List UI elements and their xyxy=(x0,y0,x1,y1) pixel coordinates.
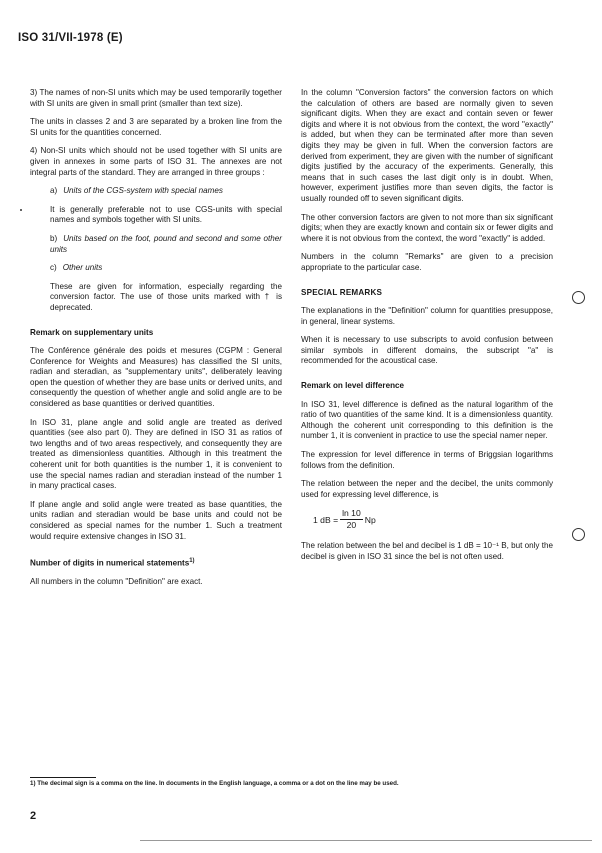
fraction-denominator: 20 xyxy=(346,520,357,531)
heading-text: Number of digits in numerical statements xyxy=(30,558,190,568)
punch-hole-icon xyxy=(572,291,585,304)
paragraph: These are given for information, especially regarding the conversion factor. The use of those units marked with † is deprecated. xyxy=(50,281,282,312)
paragraph: 3) The names of non-SI units which may be used temporarily together with SI units are given in small print (smaller than text size). xyxy=(30,88,282,108)
list-title: Units of the CGS-system with special names xyxy=(63,186,223,196)
paragraph: In the column "Conversion factors" the conversion factors on which the calculation of others are based are normally given to seven significant digits. When they are exact and contain seven or fewer digits and where it is not obvious from the context, the word "exactly" is added, but when they can be terminated after more than seven digits they may be given in full. When the conversion factors are derived from experiment, they are given with the number of significant digits justified by the accuracy of the experiments. Generally, this means that in such cases the last digit only is in doubt. When, however, experiment justifies more than seven digits, the factor is usually rounded off to seven significant digits. xyxy=(301,88,553,203)
left-column xyxy=(30,88,282,596)
list-item-b xyxy=(50,234,282,255)
paragraph: The relation between the bel and decibel is 1 dB = 10⁻¹ B, but only the decibel is given in ISO 31 since the bel is not often used. xyxy=(301,541,553,561)
right-column xyxy=(301,88,553,571)
list-title: Units based on the foot, pound and second and some other units xyxy=(50,233,282,254)
document-header: ISO 31/VII-1978 (E) xyxy=(18,32,123,44)
formula-lhs: 1 dB = xyxy=(313,514,339,525)
list-title: Other units xyxy=(62,263,103,273)
punch-hole-icon xyxy=(572,528,585,541)
paragraph: When it is necessary to use subscripts to avoid confusion between similar symbols in different domains, the subscript "a" is recommended for the acoustical case. xyxy=(301,335,553,366)
paragraph: It is generally preferable not to use CGS-units with special names and symbols together with SI units. xyxy=(50,204,282,225)
bottom-rule xyxy=(140,840,592,841)
paragraph: The other conversion factors are given to not more than six significant digits; when they are exactly known and contain six or fewer digits and where it is not obvious from the context, the word "exactly" is added. xyxy=(301,212,553,243)
section-heading: Remark on level difference xyxy=(301,381,405,391)
paragraph: In ISO 31, level difference is defined as the natural logarithm of the ratio of two quantities of the same kind. It is a dimensionless quantity. Although the coherent unit corresponding to this definition is the number 1, it is convenient in practice to use the special namer neper. xyxy=(301,399,553,441)
paragraph: The expression for level difference in terms of Briggsian logarithms follows from the definition. xyxy=(301,450,553,470)
footnote-rule xyxy=(30,777,96,778)
list-label: c) xyxy=(50,263,57,273)
fraction-numerator: ln 10 xyxy=(342,508,361,519)
formula-unit: Np xyxy=(364,514,376,525)
paragraph: The Conférence générale des poids et mesures (CGPM : General Conference for Weights and Measures) has classified the SI units, radian and steradian, as "supplementary units", deliberately leaving open the question of whether they are base units or derived units, and consequently the question of whether angle and solid angle are to be considered as base quantities or derived quantities. xyxy=(30,346,282,409)
paragraph: In ISO 31, plane angle and solid angle are treated as derived quantities (see also part 0). They are defined in ISO 31 as ratios of two lengths and of two areas respectively, and consequently they are treated as dimensionless quantities. Although in this treatment the coherent unit for both quantities is the number 1, it is convenient to use the special names radian and steradian instead of the number 1 in many practical cases. xyxy=(30,417,282,491)
list-item-c xyxy=(50,263,282,274)
list-item-a xyxy=(50,186,282,197)
fraction xyxy=(340,508,363,531)
section-heading xyxy=(30,556,282,569)
paragraph: All numbers in the column "Definition" are exact. xyxy=(30,577,203,587)
paragraph: The units in classes 2 and 3 are separated by a broken line from the SI units for the quantities concerned. xyxy=(30,117,282,137)
margin-dot xyxy=(20,209,22,211)
section-heading: Remark on supplementary units xyxy=(30,327,154,337)
paragraph: The explanations in the "Definition" column for quantities presuppose, in general, linear systems. xyxy=(301,306,553,326)
paragraph: The relation between the neper and the decibel, the units commonly used for expressing level difference, is xyxy=(301,479,553,499)
page-number: 2 xyxy=(30,810,37,822)
paragraph: Numbers in the column "Remarks" are given to a precision appropriate to the particular case. xyxy=(301,252,553,272)
paragraph: 4) Non-SI units which should not be used together with SI units are given in annexes in some parts of ISO 31. The annexes are not integral parts of the standard. They are arranged in three groups : xyxy=(30,146,282,177)
section-heading: SPECIAL REMARKS xyxy=(301,287,383,297)
formula xyxy=(313,508,553,531)
paragraph: If plane angle and solid angle were treated as base quantities, the units radian and steradian would be base units and could not be considered as special names for the number 1. Such a treatment would require extensive changes in ISO 31. xyxy=(30,499,282,541)
footnote-ref: 1) xyxy=(189,558,195,565)
footnote: 1) The decimal sign is a comma on the line. In documents in the English language, a comma or a dot on the line may be used. xyxy=(30,780,399,787)
list-label: b) xyxy=(50,233,58,243)
list-label: a) xyxy=(50,186,58,196)
